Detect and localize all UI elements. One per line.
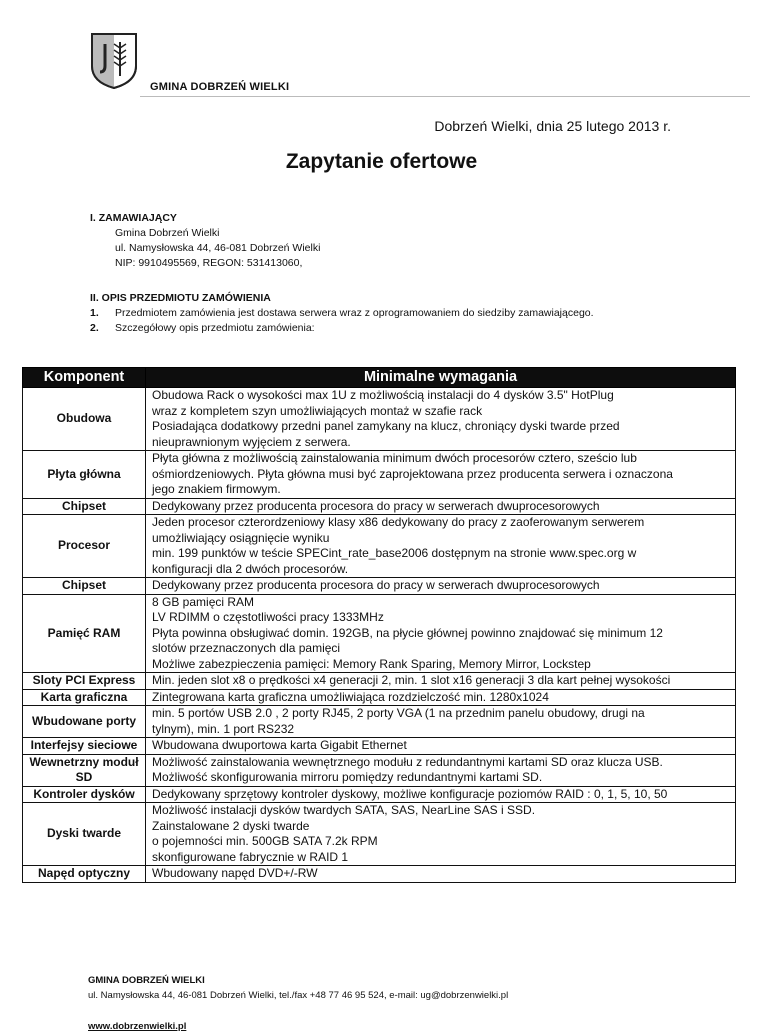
header-organization: GMINA DOBRZEŃ WIELKI: [150, 81, 290, 93]
requirement-cell: [146, 866, 736, 883]
requirement-line: Dedykowany przez producenta procesora do pracy w serwerach dwuprocesorowych: [152, 578, 600, 592]
table-row: [23, 786, 736, 803]
item-number: 2.: [90, 322, 99, 334]
requirement-line: LV RDIMM o częstotliwości pracy 1333MHz: [152, 610, 384, 624]
requirement-line: umożliwiający osiągnięcie wyniku: [152, 530, 330, 545]
component-name: Napęd optyczny: [23, 866, 146, 883]
section2-item: [90, 321, 594, 336]
section1-line: NIP: 9910495569, REGON: 531413060,: [115, 257, 303, 269]
item-text: Przedmiotem zamówienia jest dostawa serwera wraz z oprogramowaniem do siedziby zamawiającego.: [115, 307, 594, 319]
requirement-line: Zainstalowane 2 dyski twarde: [152, 818, 310, 833]
table-row: [23, 673, 736, 690]
requirement-line: ośmiordzeniowych. Płyta główna musi być zaprojektowana przez producenta serwera i oznaczona: [152, 466, 673, 481]
requirement-cell: [146, 515, 736, 578]
coat-of-arms-logo: [90, 32, 138, 90]
table-row: [23, 754, 736, 786]
table-row: [23, 803, 736, 866]
table-row: [23, 594, 736, 673]
footer-organization: GMINA DOBRZEŃ WIELKI: [88, 975, 205, 986]
section-order-description: [90, 291, 594, 336]
requirement-line: Możliwość zainstalowania wewnętrznego modułu z redundantnymi kartami SD oraz klucza USB.: [152, 754, 663, 769]
requirement-line: Dedykowany sprzętowy kontroler dyskowy, możliwe konfiguracje poziomów RAID : 0, 1, 5, 10, 50: [152, 786, 668, 801]
table-row: [23, 498, 736, 515]
requirement-cell: [146, 388, 736, 451]
requirement-line: jego znakiem firmowym.: [152, 482, 281, 496]
table-row: [23, 578, 736, 595]
requirement-line: skonfigurowane fabrycznie w RAID 1: [152, 849, 349, 864]
table-row: [23, 689, 736, 706]
component-name: Wbudowane porty: [23, 706, 146, 738]
component-name: Karta graficzna: [23, 689, 146, 706]
table-row: [23, 738, 736, 755]
requirement-line: Min. jeden slot x8 o prędkości x4 generacji 2, min. 1 slot x16 generacji 3 dla kart pełnej wysokości: [152, 673, 671, 687]
requirement-line: Posiadająca dodatkowy przedni panel zamykany na klucz, chroniący dyski twarde przed: [152, 419, 620, 433]
component-name: Chipset: [23, 498, 146, 515]
requirement-line: wraz z kompletem szyn umożliwiających montaż w szafie rack: [152, 403, 483, 418]
requirement-line: nieuprawnionym wyjęciem z serwera.: [152, 434, 351, 449]
requirement-cell: [146, 786, 736, 803]
requirement-line: Możliwość skonfigurowania mirroru pomiędzy redundantnymi kartami SD.: [152, 770, 543, 784]
requirement-cell: [146, 706, 736, 738]
component-name: Obudowa: [23, 388, 146, 451]
item-number: 1.: [90, 307, 99, 319]
requirement-cell: [146, 451, 736, 499]
requirement-line: o pojemności min. 500GB SATA 7.2k RPM: [152, 834, 378, 848]
requirement-line: min. 199 punktów w teście SPECint_rate_base2006 dostępnym na stronie www.spec.org w: [152, 546, 637, 560]
table-row: [23, 866, 736, 883]
requirement-line: Dedykowany przez producenta procesora do pracy w serwerach dwuprocesorowych: [152, 498, 600, 513]
requirement-line: min. 5 portów USB 2.0 , 2 porty RJ45, 2 porty VGA (1 na przednim panelu obudowy, drugi na: [152, 706, 645, 720]
requirement-line: Zintegrowana karta graficzna umożliwiająca rozdzielczość min. 1280x1024: [152, 689, 549, 704]
table-row: [23, 515, 736, 578]
section1-line: ul. Namysłowska 44, 46-081 Dobrzeń Wielki: [115, 242, 321, 254]
column-header-requirements: Minimalne wymagania: [146, 368, 736, 388]
requirement-line: 8 GB pamięci RAM: [152, 594, 255, 609]
requirement-cell: [146, 578, 736, 595]
component-name: Kontroler dysków: [23, 786, 146, 803]
requirement-cell: [146, 689, 736, 706]
requirement-line: Jeden procesor czterordzeniowy klasy x86 dedykowany do pracy z zaoferowanym serwerem: [152, 515, 645, 529]
header-divider: [140, 96, 750, 97]
requirement-cell: [146, 594, 736, 673]
date-line: Dobrzeń Wielki, dnia 25 lutego 2013 r.: [434, 118, 671, 134]
requirement-cell: [146, 754, 736, 786]
table-row: [23, 706, 736, 738]
component-name: Pamięć RAM: [23, 594, 146, 673]
component-name: Procesor: [23, 515, 146, 578]
table-row: [23, 451, 736, 499]
requirement-line: tylnym), min. 1 port RS232: [152, 721, 295, 736]
footer: [88, 973, 508, 1034]
page-title: Zapytanie ofertowe: [285, 150, 478, 173]
component-name: Sloty PCI Express: [23, 673, 146, 690]
component-name: Interfejsy sieciowe: [23, 738, 146, 755]
requirement-cell: [146, 803, 736, 866]
table-header-row: [23, 368, 736, 388]
requirement-line: Płyta powinna obsługiwać domin. 192GB, na płycie głównej powinno znajdować się minimum 12: [152, 625, 663, 640]
section1-heading: I. ZAMAWIAJĄCY: [90, 212, 177, 224]
requirement-line: Obudowa Rack o wysokości max 1U z możliwością instalacji do 4 dysków 3.5" HotPlug: [152, 388, 614, 402]
component-name: Chipset: [23, 578, 146, 595]
section1-line: Gmina Dobrzeń Wielki: [115, 227, 220, 239]
section2-heading: II. OPIS PRZEDMIOTU ZAMÓWIENIA: [90, 292, 271, 304]
footer-website-link[interactable]: www.dobrzenwielki.pl: [88, 1021, 187, 1032]
item-text: Szczegółowy opis przedmiotu zamówienia:: [115, 322, 315, 334]
requirement-line: slotów przeznaczonych dla pamięci: [152, 641, 341, 655]
footer-address: ul. Namysłowska 44, 46-081 Dobrzeń Wielki, tel./fax +48 77 46 95 524, e-mail: ug@dobrzenwielki.pl: [88, 990, 509, 1001]
requirements-table-body: [23, 388, 736, 883]
requirement-cell: [146, 738, 736, 755]
requirements-table: [22, 367, 736, 883]
requirement-line: konfiguracji dla 2 dwóch procesorów.: [152, 561, 349, 576]
requirement-line: Wbudowany napęd DVD+/-RW: [152, 866, 318, 880]
section-ordering-party: [90, 211, 320, 271]
requirement-line: Wbudowana dwuportowa karta Gigabit Ethernet: [152, 738, 407, 752]
requirement-line: Płyta główna z możliwością zainstalowania minimum dwóch procesorów cztero, sześcio lub: [152, 451, 637, 465]
section2-item: [90, 306, 594, 321]
column-header-component: Komponent: [23, 368, 146, 388]
requirement-line: Możliwe zabezpieczenia pamięci: Memory Rank Sparing, Memory Mirror, Lockstep: [152, 656, 591, 671]
component-name: Płyta główna: [23, 451, 146, 499]
requirement-cell: [146, 498, 736, 515]
table-row: [23, 388, 736, 451]
requirement-line: Możliwość instalacji dysków twardych SATA, SAS, NearLine SAS i SSD.: [152, 803, 536, 817]
component-name: Wewnetrzny moduł SD: [23, 754, 146, 786]
requirement-cell: [146, 673, 736, 690]
component-name: Dyski twarde: [23, 803, 146, 866]
